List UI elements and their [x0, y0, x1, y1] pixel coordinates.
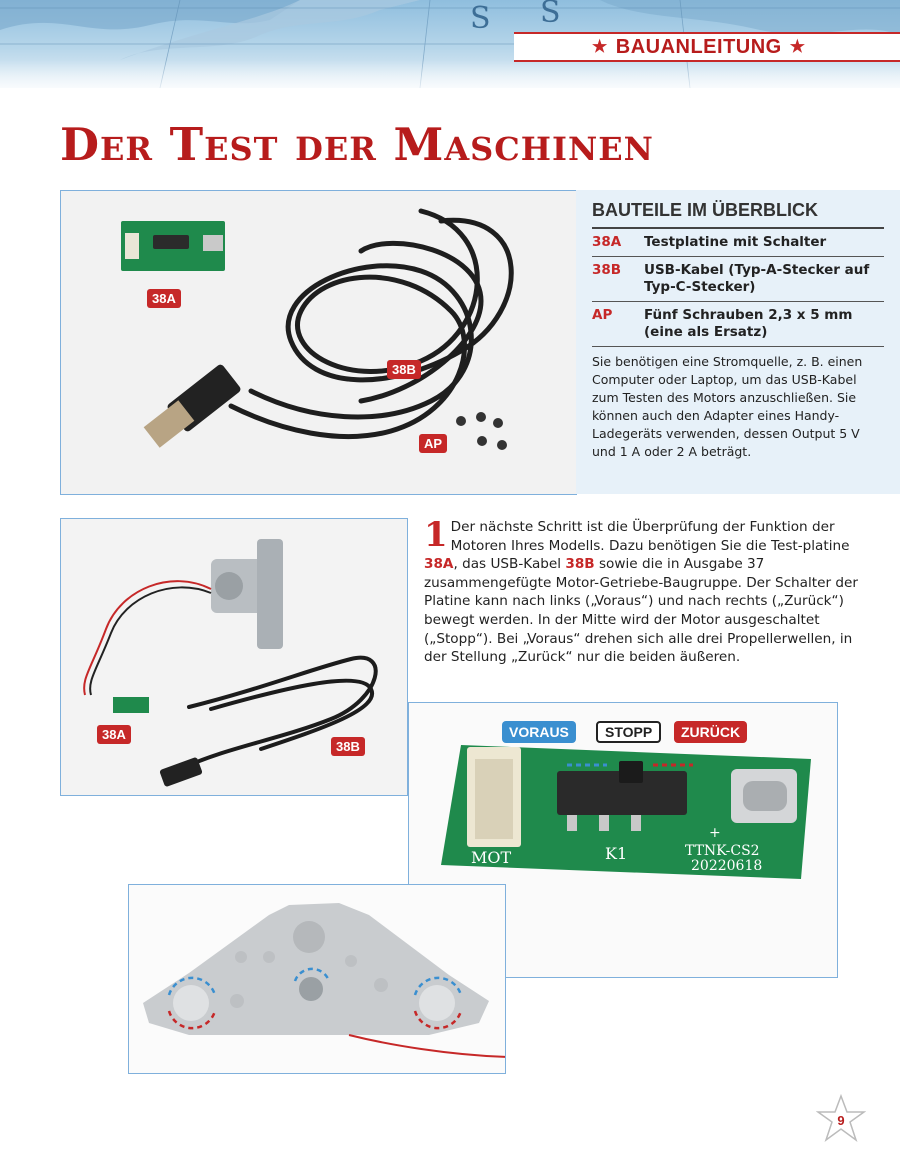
- parts-note: Sie benötigen eine Stromquelle, z. B. einen Computer oder Laptop, um das USB-Kabel zum Testen des Motors anzuschließen. Sie können auch den Adapter eines Handy-Ladegeräts verwenden, dessen Output 5 V und 1 A oder 2 A beträgt.: [592, 354, 863, 459]
- usb-plug-image: [159, 757, 203, 788]
- section-tag: [514, 32, 900, 62]
- board-marking: 20220618: [691, 858, 763, 874]
- parts-title: BAUTEILE IM ÜBERBLICK: [592, 200, 884, 229]
- usb-plug-image: [144, 363, 242, 448]
- step-text-part: sowie die in Ausgabe 37 zusammengefügte Motor-Getriebe-Baugruppe. Der Schalter der Platine kann nach links („Voraus“) und nach rechts („Zurück“) bewegt werden. In der Mitte wird der Motor ausgeschaltet („Stopp“). Bei „Voraus“ drehen sich alle drei Propellerwellen, in der Stellung „Zurück“ nur die beiden äußeren.: [424, 556, 858, 666]
- switch-state-zurueck: ZURÜCK: [674, 721, 747, 743]
- step-1-text: [424, 515, 874, 667]
- parts-row: [592, 229, 884, 257]
- propeller-shaft-right: [419, 985, 455, 1021]
- label-38a: 38A: [97, 725, 131, 744]
- setup-photo: [60, 518, 408, 796]
- page-title: Der Test der Maschinen: [60, 118, 654, 171]
- part-code: 38A: [592, 234, 622, 250]
- parts-illustration: [61, 191, 577, 495]
- page-number-star: [816, 1094, 866, 1144]
- map-letter: S: [540, 0, 561, 30]
- part-description: Fünf Schrauben 2,3 x 5 mm (eine als Ersatz): [644, 307, 853, 340]
- section-label: BAUANLEITUNG: [615, 35, 782, 58]
- parts-row: [592, 257, 884, 302]
- propeller-shaft-left: [173, 985, 209, 1021]
- part-code: AP: [592, 307, 613, 323]
- label-38a: 38A: [147, 289, 181, 308]
- board-marking: TTNK-CS2: [685, 843, 760, 859]
- screws-image: [456, 412, 507, 450]
- label-ap: AP: [419, 434, 447, 453]
- part-description: USB-Kabel (Typ-A-Stecker auf Typ-C-Stecker): [644, 262, 870, 295]
- board-marking: +: [709, 825, 721, 841]
- test-board-image: [121, 221, 225, 271]
- star-icon: ★: [789, 37, 806, 56]
- part-reference: 38B: [565, 556, 595, 573]
- label-38b: 38B: [331, 737, 365, 756]
- parts-photo: [60, 190, 577, 495]
- board-marking: MOT: [471, 848, 512, 867]
- part-description: Testplatine mit Schalter: [644, 234, 827, 250]
- usb-c-port-image: [731, 769, 797, 823]
- usb-cable-image: [231, 211, 511, 437]
- part-reference: 38A: [424, 556, 454, 573]
- motor-wires-image: [84, 581, 211, 695]
- wire-image: [349, 1035, 506, 1057]
- label-38b: 38B: [387, 360, 421, 379]
- step-number: 1: [424, 515, 448, 555]
- star-icon: ★: [592, 37, 608, 56]
- star-icon: [816, 1094, 866, 1144]
- part-code: 38B: [592, 262, 622, 278]
- propeller-shaft-center: [299, 977, 323, 1001]
- map-letter: S: [470, 1, 491, 36]
- parts-overview-box: [576, 190, 900, 494]
- switch-state-voraus: VORAUS: [502, 721, 576, 743]
- gearbox-illustration: [129, 885, 506, 1074]
- board-marking: K1: [605, 844, 628, 863]
- step-text-part: Der nächste Schritt ist die Überprüfung der Funktion der Motoren Ihres Modells. Dazu benötigen Sie die Test-platine: [450, 519, 850, 554]
- parts-row: [592, 302, 884, 347]
- switch-state-stopp: STOPP: [596, 721, 661, 743]
- step-text-part: , das USB-Kabel: [453, 556, 566, 573]
- gearbox-photo: [128, 884, 506, 1074]
- motor-assembly-image: [211, 539, 283, 649]
- page-number: 9: [837, 1113, 845, 1128]
- test-board-image: [113, 697, 149, 713]
- connector-image: [467, 747, 521, 847]
